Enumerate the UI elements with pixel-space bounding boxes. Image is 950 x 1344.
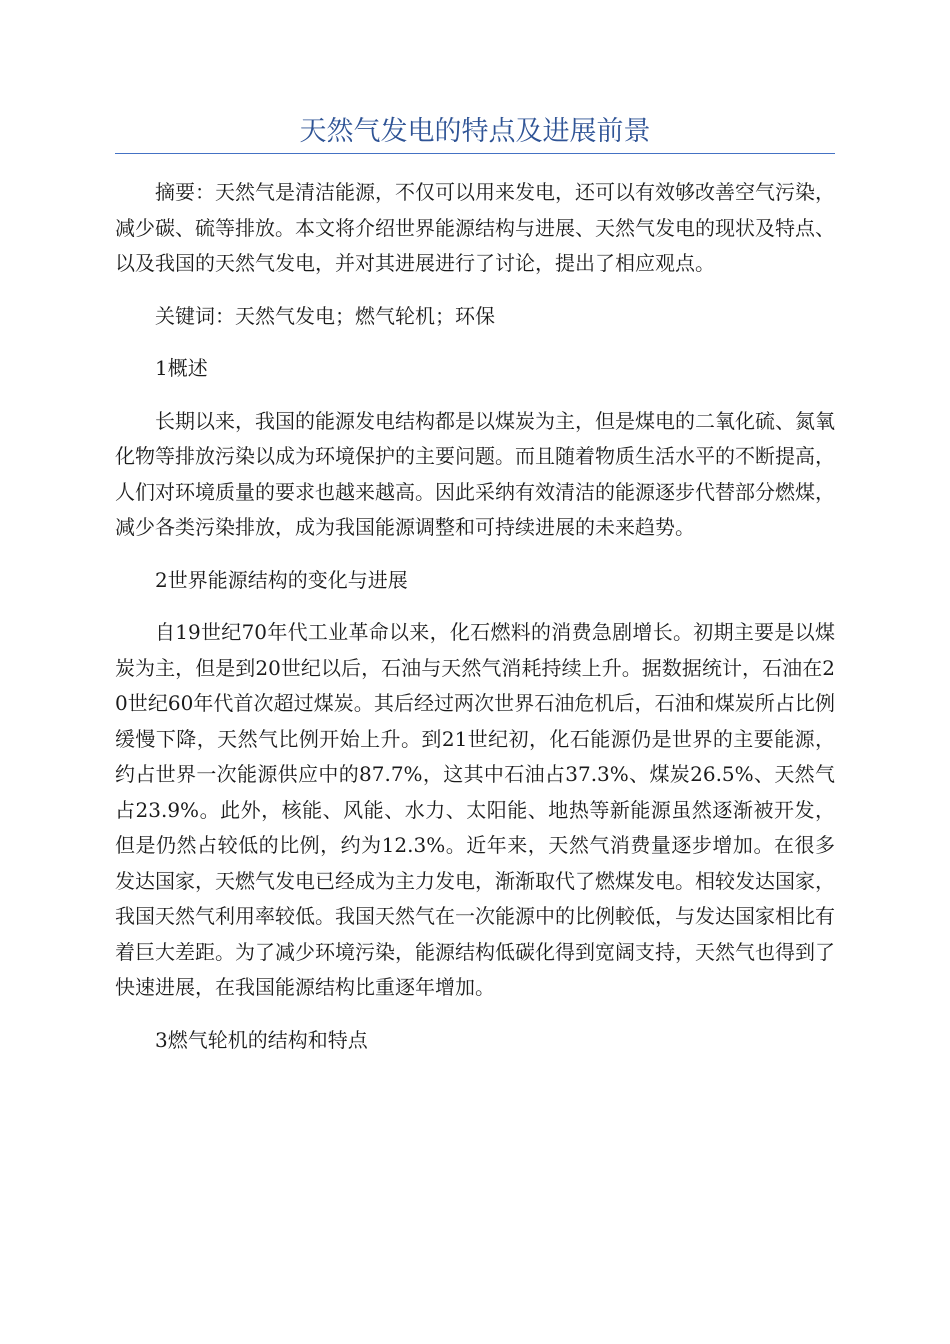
- title-underline: [115, 153, 835, 154]
- document-body: [115, 175, 835, 1075]
- section-3-heading: 3燃气轮机的结构和特点: [155, 1027, 368, 1052]
- section-2-paragraph: 自19世纪70年代工业革命以来，化石燃料的消费急剧增长。初期主要是以煤炭为主，但是到20世纪以后，石油与天然气消耗持续上升。据数据统计，石油在20世纪60年代首次超过煤炭。其后经过两次世界石油危机后，石油和煤炭所占比例缓慢下降，天然气比例开始上升。到21世纪初，化石能源仍是世界的主要能源，约占世界一次能源供应中的87.7%，这其中石油占37.3%、煤炭26.5%、天然气占23.9%。此外，核能、风能、水力、太阳能、地热等新能源虽然逐渐被开发，但是仍然占较低的比例，约为12.3%。近年来，天然气消费量逐步增加。在很多发达国家，天燃气发电已经成为主力发电，渐渐取代了燃煤发电。相较发达国家，我国天然气利用率较低。我国天然气在一次能源中的比例較低，与发达国家相比有着巨大差距。为了减少环境污染，能源结构低碳化得到宽阔支持，天然气也得到了快速进展，在我国能源结构比重逐年增加。: [115, 620, 835, 999]
- section-1-heading: 1概述: [155, 356, 208, 380]
- section-1-paragraph: 长期以来，我国的能源发电结构都是以煤炭为主，但是煤电的二氧化硫、氮氧化物等排放污染以成为环境保护的主要问题。而且随着物质生活水平的不断提高，人们对环境质量的要求也越来越高。因此采纳有效清洁的能源逐步代替部分燃煤，减少各类污染排放，成为我国能源调整和可持续进展的未来趋势。: [115, 408, 835, 539]
- section-2-heading: 2世界能源结构的变化与进展: [155, 567, 408, 592]
- abstract-paragraph: 摘要：天然气是清洁能源，不仅可以用来发电，还可以有效够改善空气污染，减少碳、硫等排放。本文将介绍世界能源结构与进展、天然气发电的现状及特点、以及我国的天然气发电，并对其进展进行了讨论，提出了相应观点。: [115, 180, 835, 275]
- document-title: 天然气发电的特点及进展前景: [299, 116, 651, 147]
- keywords-line: 关键词：天然气发电；燃气轮机；环保: [155, 303, 495, 328]
